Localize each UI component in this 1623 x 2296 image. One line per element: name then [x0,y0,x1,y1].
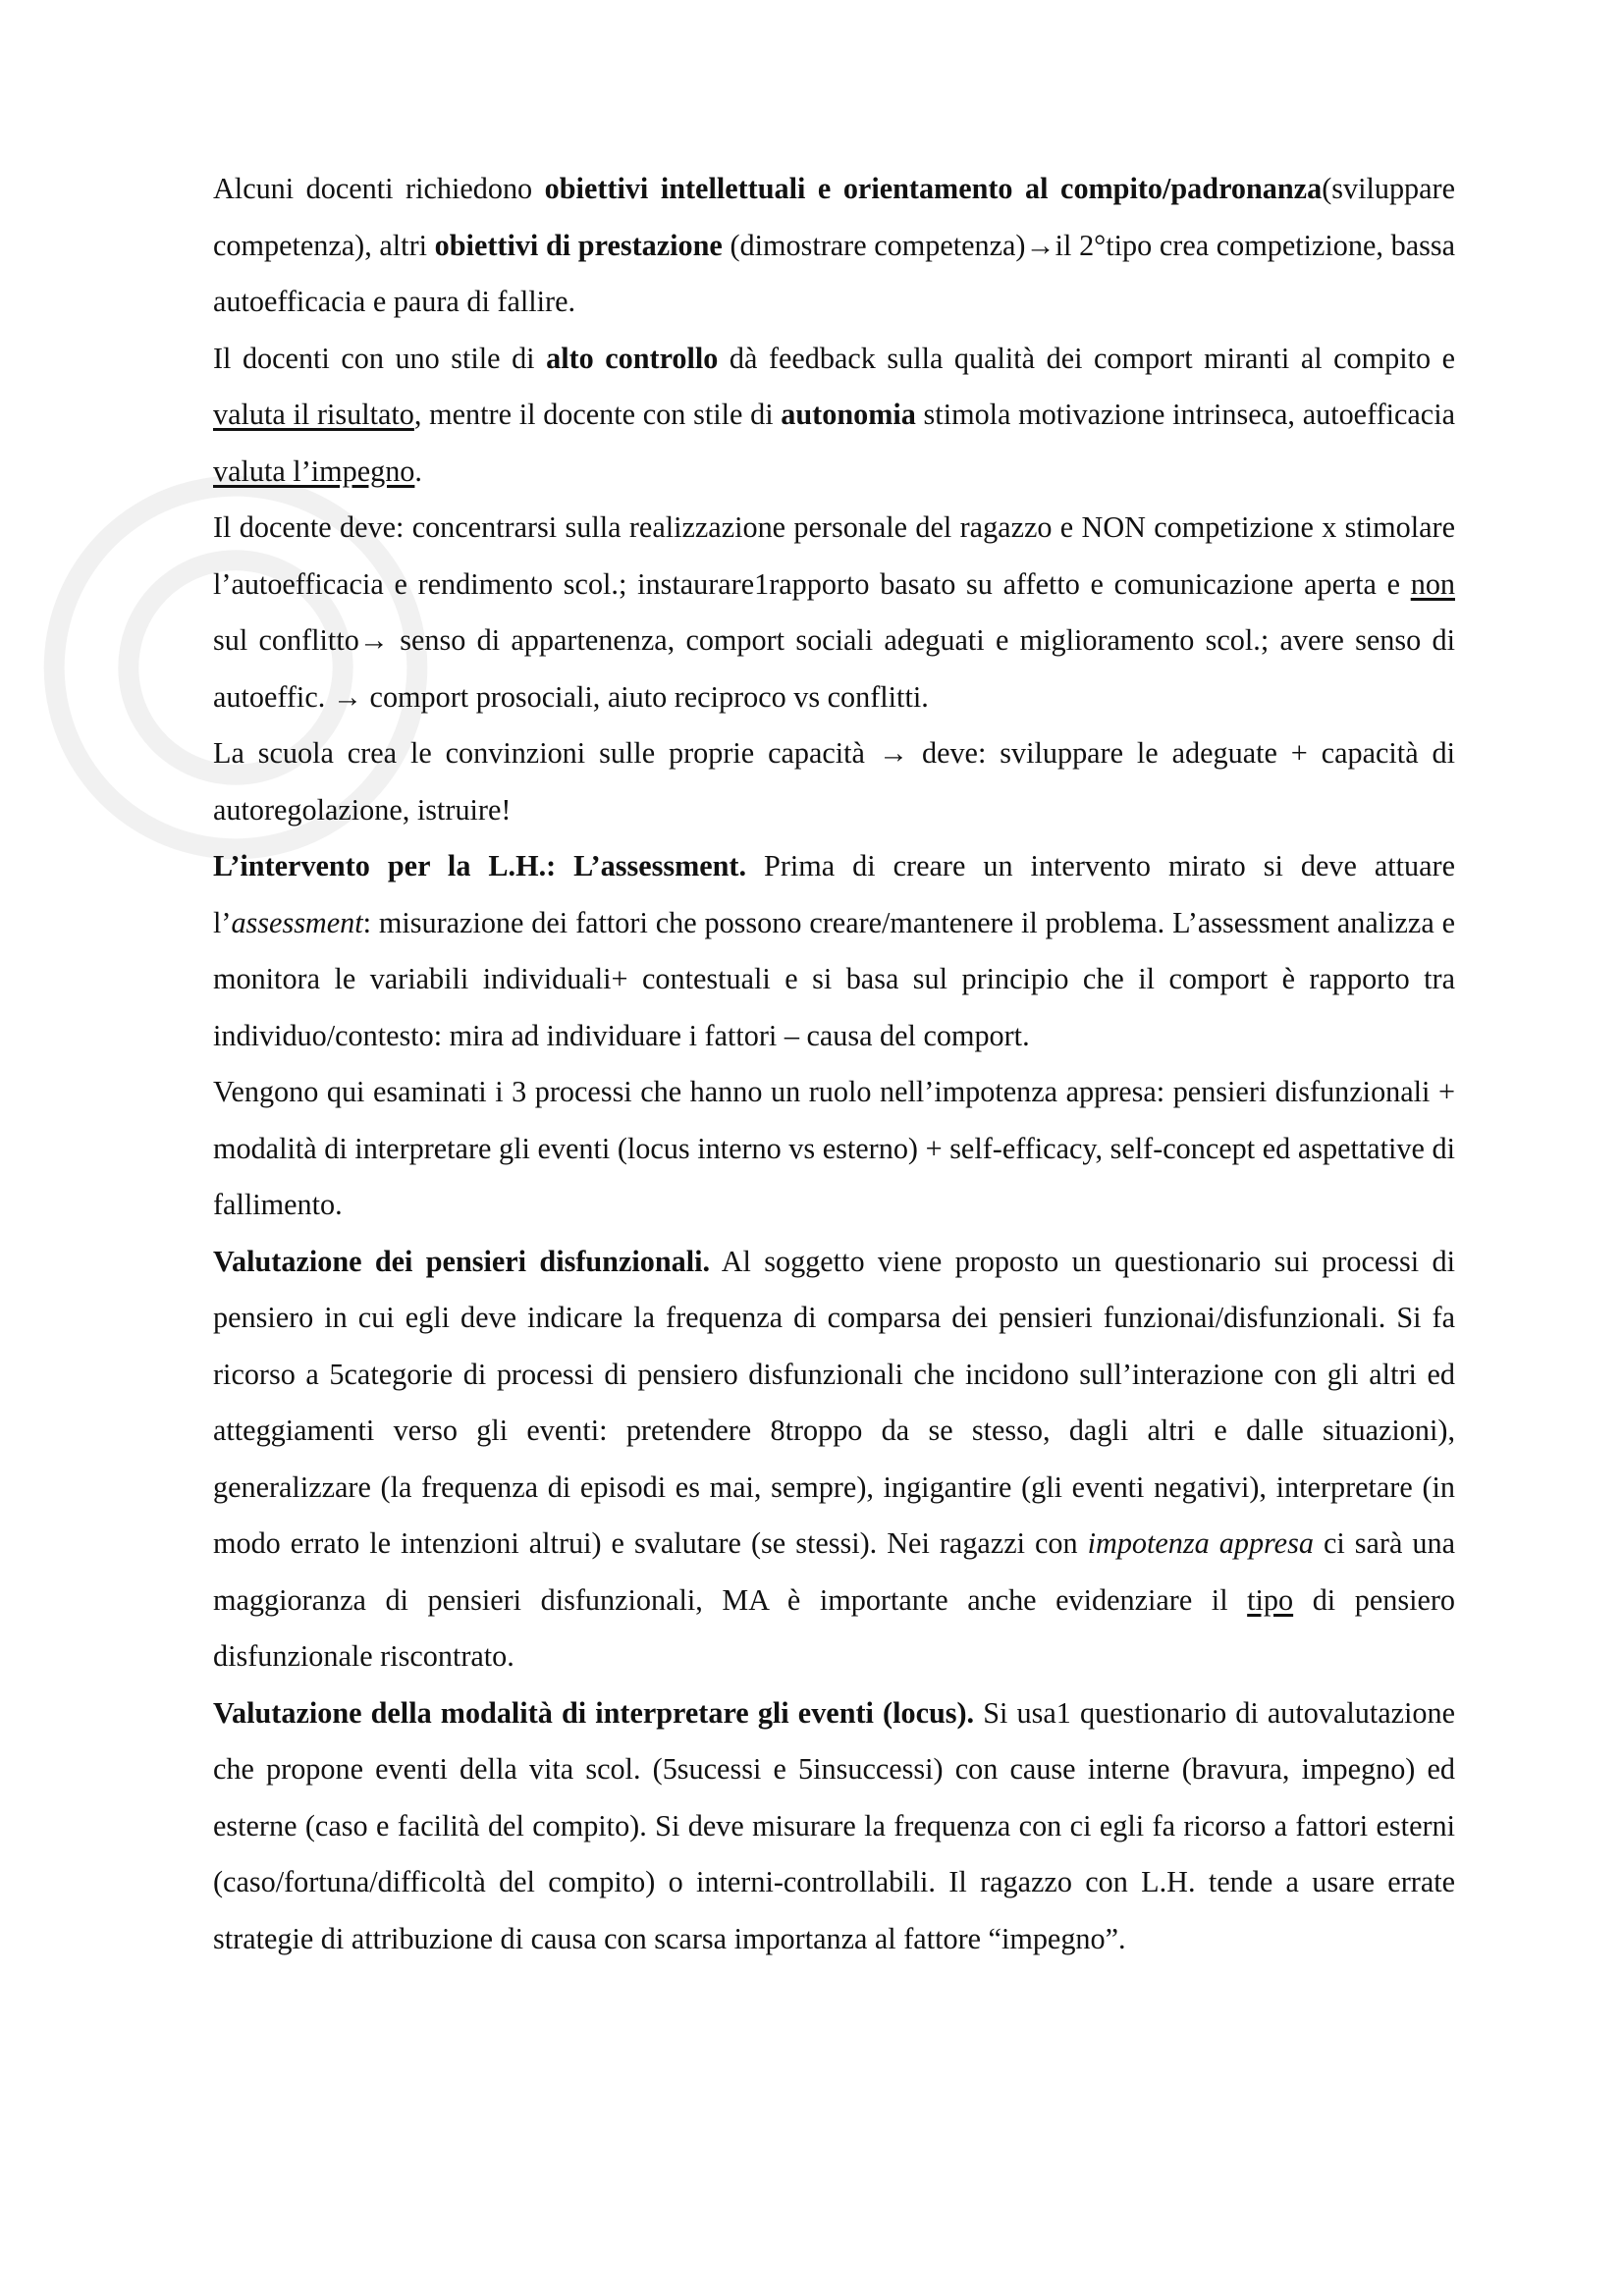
underlined-text: valuta il risultato [213,398,414,431]
paragraph [213,1685,1455,1968]
italic-text: impotenza appresa [1087,1526,1314,1560]
text-run: Alcuni docenti richiedono [213,172,545,205]
underlined-text: non [1410,566,1455,601]
bold-text: Valutazione dei pensieri disfunzionali. [213,1244,711,1278]
text-run: : misurazione dei fattori che possono creare/mantenere il problema. L’assessment analizza e monitora le variabili individuali+ contestuali e si basa sul principio che il comport è rapporto tra individuo/contesto: mira ad individuare i fattori – causa del comport. [213,905,1455,1052]
arrow-right-icon: → [878,736,909,770]
text-run: (sviluppare competenza), altri [213,172,1455,262]
text-run: di pensiero disfunzionale riscontrato. [213,1582,1456,1673]
text-run: Il docenti con uno stile di [213,341,547,375]
text-run: (dimostrare competenza) [722,228,1026,262]
text-run: stimola motivazione intrinseca, autoefficacia [915,398,1455,431]
text-run: Vengono qui esaminati i 3 processi che hanno un ruolo nell’impotenza appresa: pensieri disfunzionali + modalità di interpretare gli eventi (locus interno vs esterno) + self-efficacy, self-concept ed aspettative di fallimento. [213,1075,1455,1221]
paragraph [213,1064,1455,1234]
bold-text: autonomia [781,398,916,431]
text-run: il 2°tipo crea competizione, bassa autoefficacia e paura di fallire. [213,228,1455,318]
text-run: deve: sviluppare le adeguate + capacità di autoregolazione, istruire! [213,736,1455,827]
document-body [213,161,1455,1967]
arrow-right-icon: → [332,679,362,714]
text-run: senso di appartenenza, comport sociali adeguati e miglioramento scol.; avere senso di autoeffic. [213,623,1455,714]
text-run: ci sarà una maggioranza di pensieri disfunzionali, MA è importante anche evidenziare il [213,1526,1455,1617]
bold-text: L’intervento per la L.H.: L’assessment. [213,849,747,882]
paragraph [213,725,1455,838]
paragraph [213,161,1455,331]
arrow-right-icon: → [358,623,389,657]
underlined-text: valuta l’impegno [213,454,415,488]
bold-text: obiettivi intellettuali e orientamento al compito/padronanza [544,172,1323,205]
text-run: Al soggetto viene proposto un questionario sui processi di pensiero in cui egli deve indicare la frequenza di comparsa dei pensieri funzionai/disfunzionali. Si fa ricorso a 5categorie di processi di pensiero disfunzionali che incidono sull’interazione con gli altri ed atteggiamenti verso gli eventi: pretendere 8troppo da se stesso, dagli altri e dalle situazioni), generalizzare (la frequenza di episodi es mai, sempre), ingigantire (gli eventi negativi), interpretare (in modo errato le intenzioni altrui) e svalutare (se stessi). Nei ragazzi con [213,1244,1455,1560]
paragraph [213,838,1455,1064]
text-run: Si usa1 questionario di autovalutazione che propone eventi della vita scol. (5sucessi e 5insuccessi) con cause interne (bravura, impegno) ed esterne (caso e facilità del compito). Si deve misurare la frequenza con ci egli fa ricorso a fattori esterni (caso/fortuna/difficoltà del compito) o interni-controllabili. Il ragazzo con L.H. tende a usare errate strategie di attribuzione di causa con scarsa importanza al fattore “impegno”. [213,1695,1455,1955]
text-run: La scuola crea le convinzioni sulle proprie capacità [213,736,879,770]
italic-text: assessment [231,905,363,939]
text-run: comport prosociali, aiuto reciproco vs conflitti. [362,679,929,714]
paragraph [213,1234,1455,1685]
arrow-right-icon: → [1025,228,1055,262]
bold-text: alto controllo [546,341,719,375]
text-run: sul conflitto [213,623,359,657]
text-run: Il docente deve: concentrarsi sulla realizzazione personale del ragazzo e NON competizione x stimolare l’autoefficacia e rendimento scol.; instaurare1rapporto basato su affetto e comunicazione aperta e [213,510,1455,601]
text-run: , mentre il docente con stile di [413,398,782,431]
underlined-text: tipo [1247,1582,1294,1617]
bold-text: Valutazione della modalità di interpretare gli eventi (locus). [213,1695,975,1730]
bold-text: obiettivi di prestazione [434,228,723,262]
text-run: dà feedback sulla qualità dei comport miranti al compito e [718,341,1456,375]
paragraph [213,331,1455,501]
text-run: . [414,454,422,488]
text-run: Prima di creare un intervento mirato si deve attuare l’ [213,849,1456,939]
paragraph [213,500,1455,725]
